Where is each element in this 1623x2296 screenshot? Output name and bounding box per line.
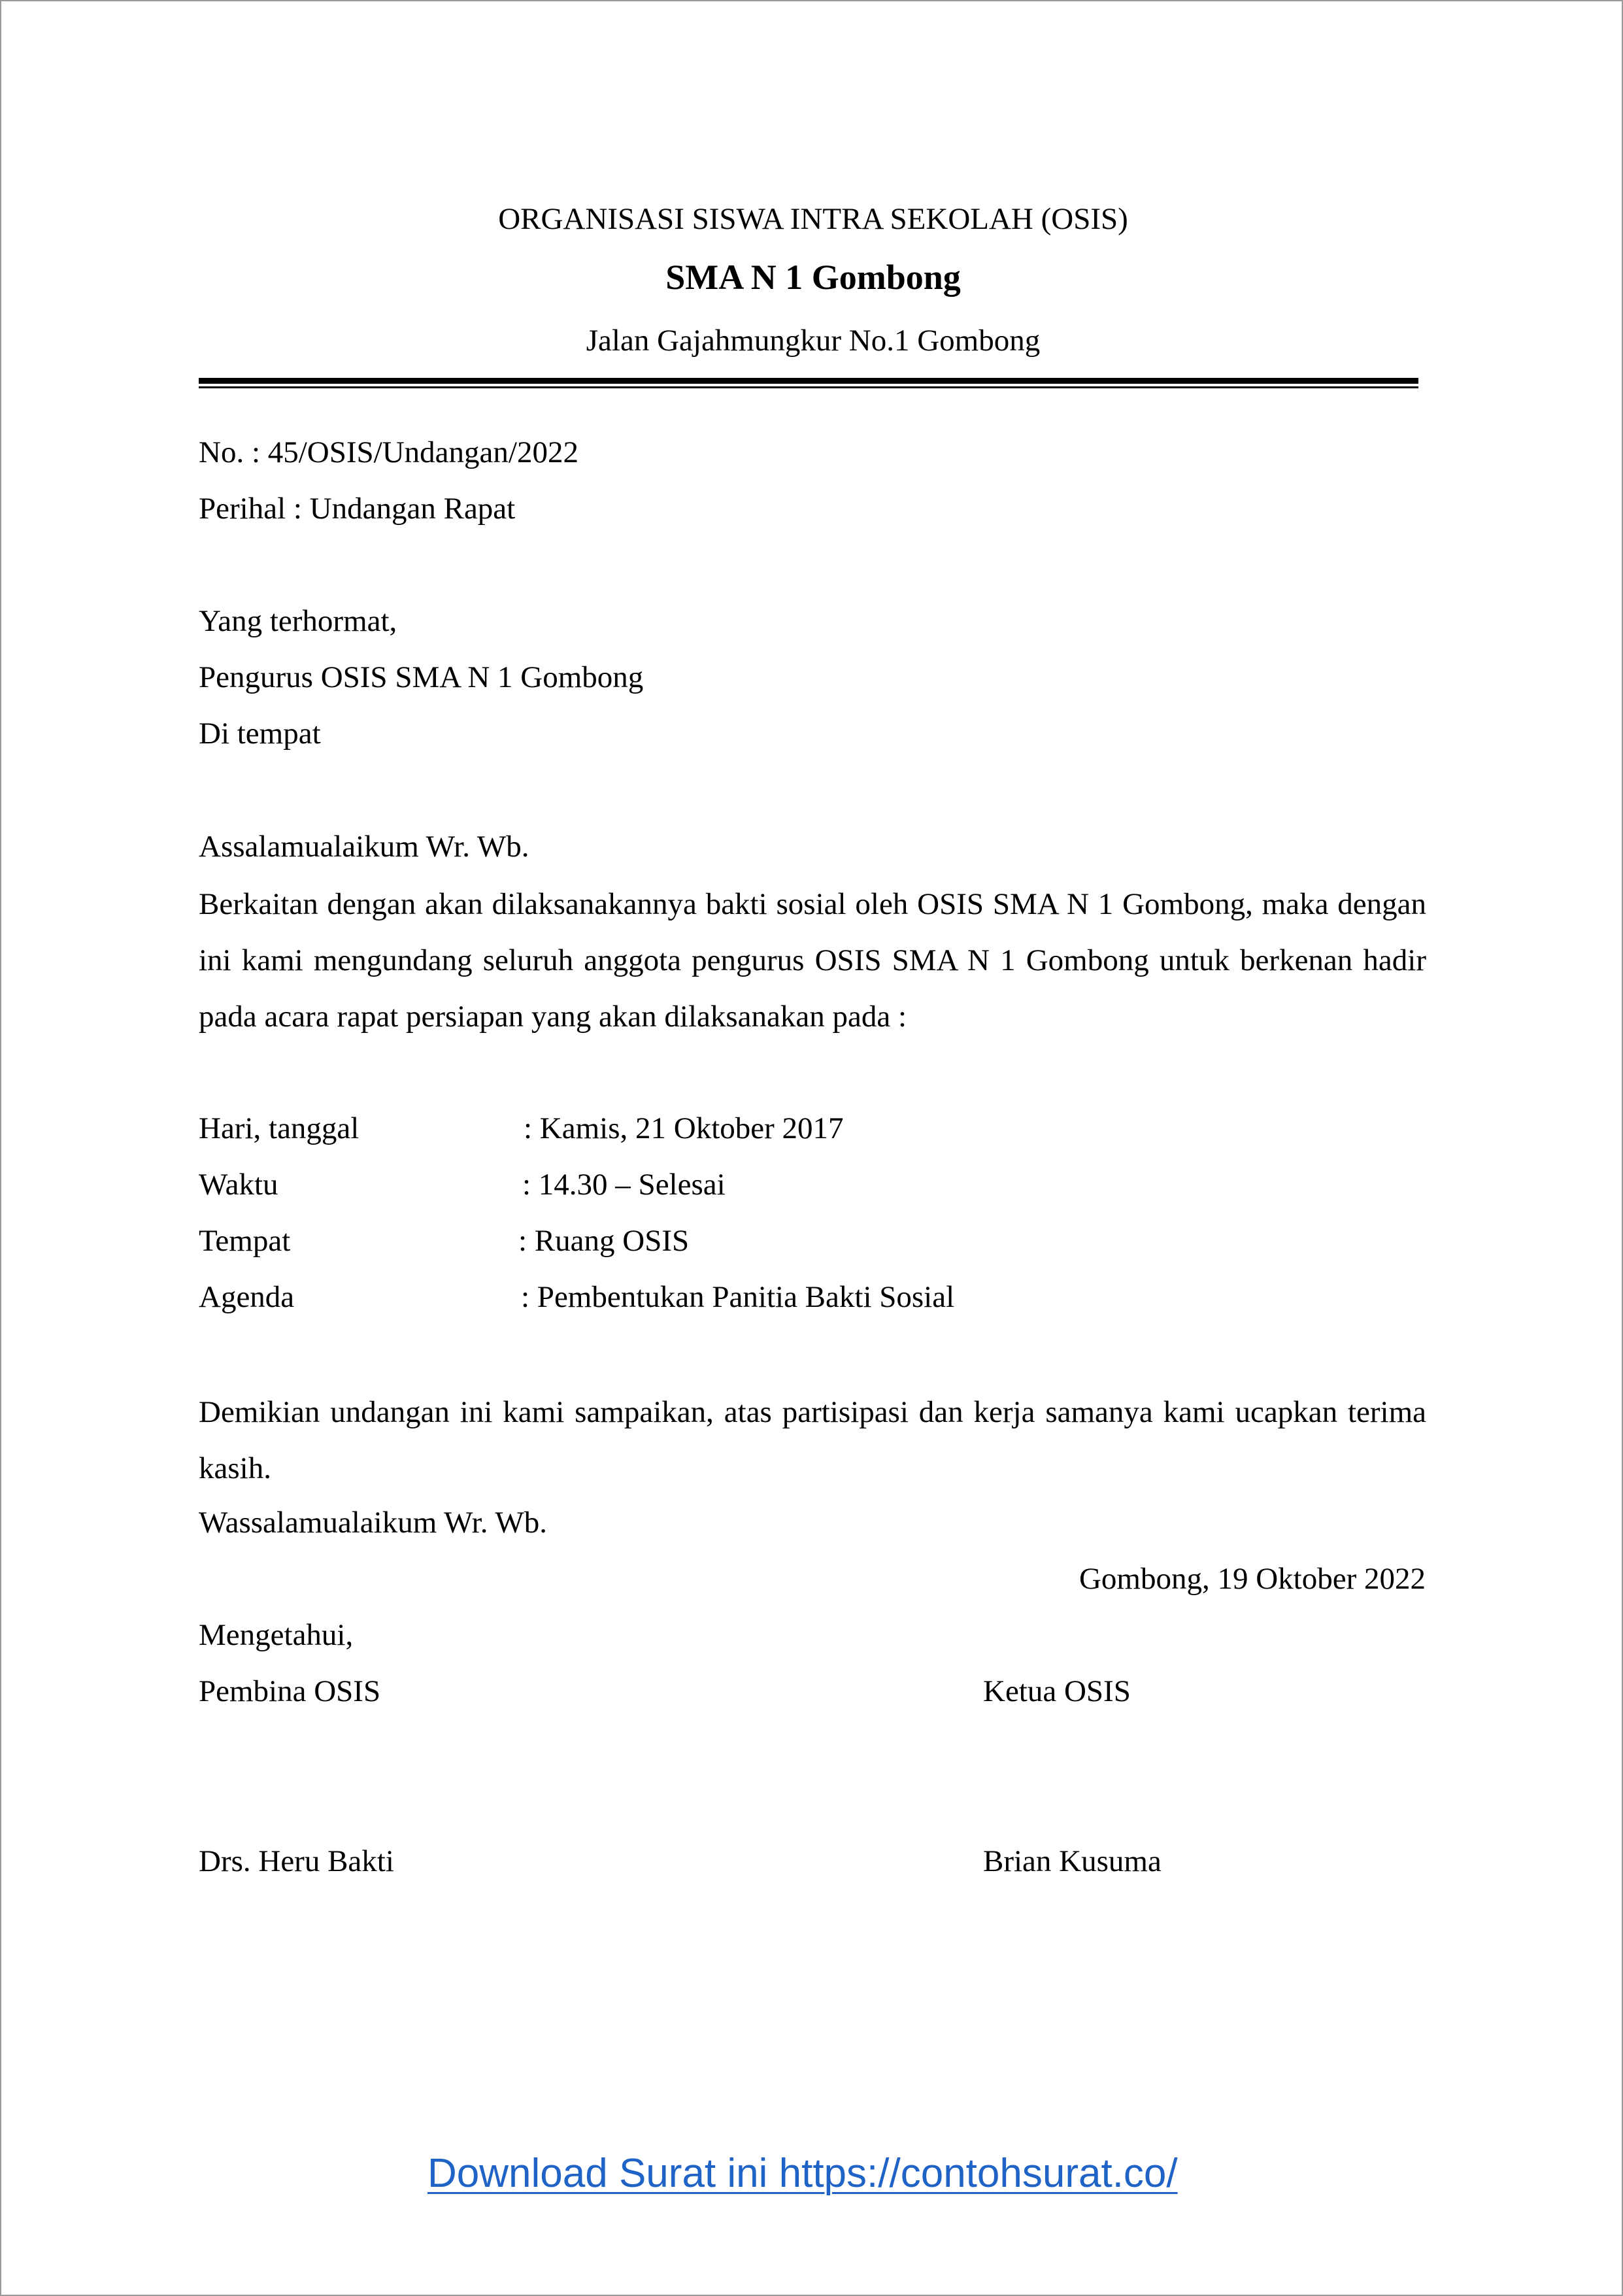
letterhead-divider-thick [199, 378, 1418, 384]
detail-value-place: : Ruang OSIS [518, 1224, 690, 1258]
detail-value-agenda: : Pembentukan Panitia Bakti Sosial [521, 1280, 955, 1314]
recipient-place: Di tempat [199, 717, 321, 751]
organization-name: ORGANISASI SISWA INTRA SEKOLAH (OSIS) [498, 202, 1128, 236]
detail-label-time: Waktu [199, 1168, 278, 1202]
letterhead-divider-thin [199, 386, 1418, 388]
detail-label-date: Hari, tanggal [199, 1111, 360, 1145]
detail-label-place: Tempat [199, 1224, 291, 1258]
download-link[interactable]: Download Surat ini https://contohsurat.co/ [427, 2151, 1178, 2196]
detail-value-date: : Kamis, 21 Oktober 2017 [524, 1111, 844, 1145]
recipient-name: Pengurus OSIS SMA N 1 Gombong [199, 660, 644, 694]
letter-subject: Perihal : Undangan Rapat [199, 492, 516, 526]
closing-paragraph: Demikian undangan ini kami sampaikan, atas partisipasi dan kerja samanya kami ucapkan terima kasih. [199, 1395, 1426, 1485]
recipient-salutation: Yang terhormat, [199, 604, 397, 638]
school-name: SMA N 1 Gombong [665, 258, 961, 297]
signer-left-title: Pembina OSIS [199, 1674, 381, 1708]
letter-number: No. : 45/OSIS/Undangan/2022 [199, 435, 578, 469]
signer-left-name: Drs. Heru Bakti [199, 1844, 394, 1878]
acknowledged-label: Mengetahui, [199, 1618, 354, 1652]
school-address: Jalan Gajahmungkur No.1 Gombong [586, 324, 1041, 358]
signer-right-name: Brian Kusuma [983, 1844, 1162, 1878]
detail-label-agenda: Agenda [199, 1280, 295, 1314]
closing-farewell: Wassalamualaikum Wr. Wb. [199, 1506, 547, 1540]
opening-greeting: Assalamualaikum Wr. Wb. [199, 830, 529, 864]
signer-right-title: Ketua OSIS [983, 1674, 1131, 1708]
detail-value-time: : 14.30 – Selesai [522, 1168, 726, 1202]
intro-paragraph: Berkaitan dengan akan dilaksanakannya bakti sosial oleh OSIS SMA N 1 Gombong, maka dengan ini kami mengundang seluruh anggota pengurus OSIS SMA N 1 Gombong untuk berkenan hadir pada acara rapat persiapan yang akan dilaksanakan pada : [199, 887, 1426, 1034]
place-and-date: Gombong, 19 Oktober 2022 [1079, 1562, 1426, 1596]
